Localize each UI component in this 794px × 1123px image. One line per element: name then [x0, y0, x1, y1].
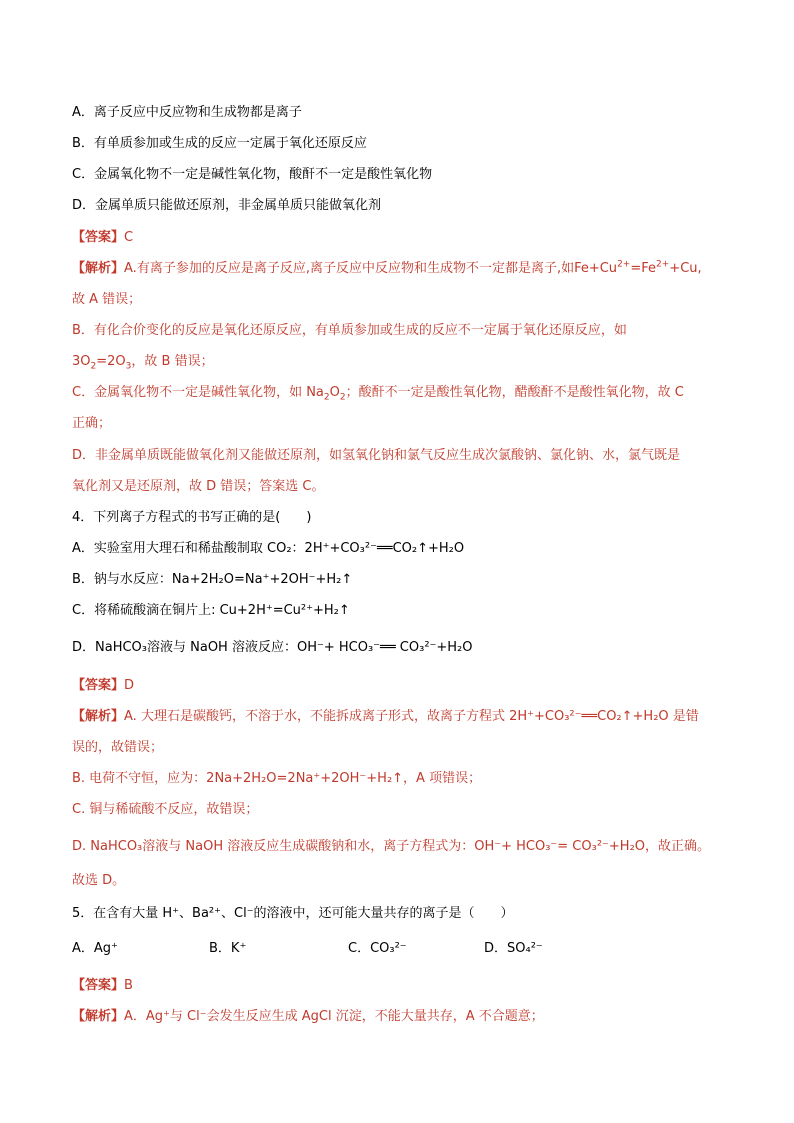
q4-stem: 4．下列离子方程式的书写正确的是( ): [72, 510, 312, 525]
q5-options: [72, 940, 722, 960]
q3-analysis-c-line1: [72, 384, 684, 402]
analysis-text: A．Ag⁺与 Cl⁻会发生反应生成 AgCl 沉淀，不能大量共存，A 不合题意；: [124, 1009, 544, 1024]
answer-tag: 【答案】: [72, 678, 125, 693]
analysis-text: ，故 B 错误；: [131, 354, 214, 369]
q3-answer: [72, 229, 133, 247]
q4-analysis-b: B. 电荷不守恒，应为：2Na+2H₂O=2Na⁺+2OH⁻+H₂↑，A 项错误；: [72, 771, 482, 786]
analysis-tag: 【解析】: [72, 261, 125, 276]
q4-answer: [72, 677, 134, 695]
answer-value: C: [124, 230, 134, 245]
q4-analysis-a-line2: 误的，故错误；: [72, 740, 164, 755]
q5-option-c: [348, 940, 407, 958]
q4-option-c: C．将稀硫酸滴在铜片上: Cu+2H⁺=Cu²⁺+H₂↑: [72, 603, 350, 618]
q3-option-a: A．离子反应中反应物和生成物都是离子: [72, 105, 302, 120]
answer-tag: 【答案】: [72, 978, 125, 993]
q5-option-d: [484, 940, 543, 958]
q3-analysis-a-line1: [72, 260, 702, 278]
analysis-text: =Fe: [630, 261, 657, 276]
option-letter: D．: [484, 941, 508, 956]
superscript: 2+: [656, 259, 670, 270]
analysis-text: A. 大理石是碳酸钙，不溶于水，不能拆成离子形式，故离子方程式 2H⁺+CO₃²⁻══CO₂↑+H₂O 是错: [124, 709, 699, 724]
analysis-tag: 【解析】: [72, 1009, 125, 1024]
subscript: 2: [90, 361, 97, 372]
answer-value: B: [124, 978, 133, 993]
q3-analysis-b-line2: [72, 353, 214, 371]
q3-analysis-c-line2: 正确；: [72, 416, 112, 431]
q3-analysis-b-line1: B．有化合价变化的反应是氧化还原反应，有单质参加或生成的反应不一定属于氧化还原反应，如: [72, 323, 627, 338]
q4-option-a: A．实验室用大理石和稀盐酸制取 CO₂：2H⁺+CO₃²⁻══CO₂↑+H₂O: [72, 541, 465, 556]
analysis-tag: 【解析】: [72, 709, 125, 724]
answer-tag: 【答案】: [72, 230, 125, 245]
q4-analysis-a-line1: [72, 708, 699, 726]
q4-analysis-d: D. NaHCO₃溶液与 NaOH 溶液反应生成碳酸钠和水，离子方程式为：OH⁻+ HCO₃⁻= CO₃²⁻+H₂O，故正确。: [72, 839, 711, 854]
q4-conclusion: 故选 D。: [72, 873, 126, 888]
analysis-text: ；酸酐不一定是酸性氧化物，醋酸酐不是酸性氧化物，故 C: [345, 385, 684, 400]
ion-formula: SO₄²⁻: [507, 941, 543, 956]
subscript: 2: [339, 392, 346, 403]
q5-stem: 5．在含有大量 H⁺、Ba²⁺、Cl⁻的溶液中，还可能大量共存的离子是（ ）: [72, 906, 514, 921]
q5-option-b: B．K⁺: [209, 941, 247, 956]
q3-analysis-d-line2: 氧化剂又是还原剂，故 D 错误；答案选 C。: [72, 479, 325, 494]
q3-analysis-d-line1: D．非金属单质既能做氧化剂又能做还原剂，如氢氧化钠和氯气反应生成次氯酸钠、氯化钠、水，氯气既是: [72, 448, 681, 463]
q3-option-c: C．金属氧化物不一定是碱性氧化物，酸酐不一定是酸性氧化物: [72, 167, 433, 182]
analysis-text: C．金属氧化物不一定是碱性氧化物，如 Na: [72, 385, 324, 400]
analysis-text: O: [329, 385, 340, 400]
q4-option-b: B．钠与水反应：Na+2H₂O=Na⁺+2OH⁻+H₂↑: [72, 572, 353, 587]
q3-option-d: D．金属单质只能做还原剂，非金属单质只能做氧化剂: [72, 198, 382, 213]
analysis-text: A.有离子参加的反应是离子反应,离子反应中反应物和生成物不一定都是离子,如Fe+Cu: [124, 261, 618, 276]
q4-analysis-c: C. 铜与稀硫酸不反应，故错误；: [72, 802, 259, 817]
analysis-text: 3O: [72, 354, 91, 369]
ion-formula: CO₃²⁻: [370, 941, 407, 956]
subscript: 2: [323, 392, 330, 403]
q4-option-d: D．NaHCO₃溶液与 NaOH 溶液反应：OH⁻+ HCO₃⁻══ CO₃²⁻+H₂O: [72, 640, 473, 655]
answer-value: D: [124, 678, 135, 693]
q3-option-b: B．有单质参加或生成的反应一定属于氧化还原反应: [72, 136, 367, 151]
analysis-text: +Cu,: [669, 261, 702, 276]
q5-option-a: A．Ag⁺: [72, 941, 118, 956]
q5-analysis-a: [72, 1008, 544, 1026]
q3-analysis-a-line2: 故 A 错误；: [72, 292, 142, 307]
subscript: 3: [125, 361, 132, 372]
superscript: 2+: [617, 259, 631, 270]
analysis-text: =2O: [96, 354, 126, 369]
q5-answer: [72, 977, 133, 995]
option-letter: C．: [348, 941, 371, 956]
